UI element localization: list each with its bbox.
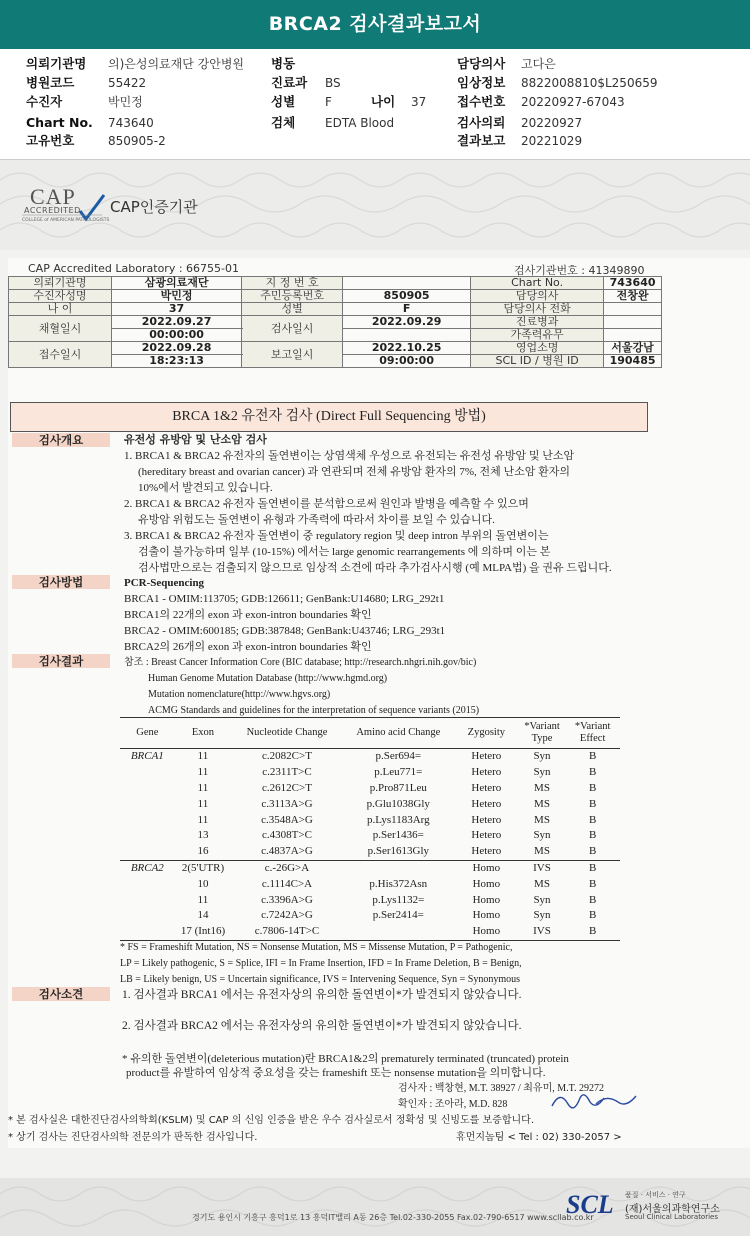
cell: c.2612C>T — [262, 781, 312, 794]
overview-heading: 유전성 유방암 및 난소암 검사 — [124, 433, 267, 446]
value-request-date: 20220927 — [521, 116, 583, 130]
cap-accredited: ACCREDITED — [24, 206, 81, 215]
label-receipt-no: 접수번호 — [457, 94, 506, 109]
label-ward: 병동 — [271, 56, 296, 71]
meta-value: 18:23:13 — [112, 355, 242, 368]
value-patient: 박민정 — [108, 95, 143, 109]
value-report-date: 20221029 — [521, 134, 583, 148]
cell: Homo — [472, 877, 501, 890]
scl-name-english: Seoul Clinical Laboratories — [625, 1213, 718, 1221]
col-exon: Exon — [175, 718, 232, 749]
meta-value: 09:00:00 — [343, 355, 471, 368]
value-age: 37 — [411, 95, 427, 109]
cell: Homo — [454, 924, 519, 940]
cell: B — [588, 766, 597, 779]
cap-logo: CAP — [30, 184, 76, 209]
section-opinion: 검사소견 — [12, 987, 110, 1001]
col-gene: Gene — [120, 718, 175, 749]
meta-value: 190485 — [604, 355, 662, 368]
label-hospital-code: 병원코드 — [26, 75, 75, 90]
label-department: 진료과 — [271, 75, 308, 90]
cell: 16 — [197, 845, 209, 858]
overview-line: 검출이 불가능하며 일부 (10-15%) 에서는 large genomic rearrangements 에 의하며 이는 본 — [138, 546, 551, 558]
meta-key: 지 정 번 호 — [242, 277, 343, 290]
meta-value: F — [343, 303, 471, 316]
cell — [120, 781, 175, 797]
meta-key: 가족력유무 — [471, 329, 604, 342]
variant-row — [120, 781, 620, 797]
col-variant-type: *Variant Type — [519, 718, 566, 749]
cell: 13 — [197, 829, 209, 842]
method-line: BRCA1 - OMIM:113705; GDB:126611; GenBank:U14680; LRG_292t1 — [124, 593, 445, 605]
cell: MS — [534, 797, 550, 810]
value-physician: 고다은 — [521, 57, 556, 71]
meta-row — [9, 342, 662, 355]
meta-row — [9, 290, 662, 303]
cap-college: COLLEGE of AMERICAN PATHOLOGISTS — [22, 218, 110, 223]
cell — [343, 860, 454, 876]
value-unique-no: 850905-2 — [108, 134, 166, 148]
meta-value — [604, 303, 662, 316]
meta-value: 37 — [112, 303, 242, 316]
method-heading: PCR-Sequencing — [124, 577, 205, 589]
meta-key: 채혈일시 — [9, 316, 112, 342]
reference-line: ACMG Standards and guidelines for the interpretation of sequence variants (2015) — [148, 705, 480, 716]
cell: BRCA1 — [130, 750, 164, 763]
meta-value — [604, 329, 662, 342]
variant-row — [120, 860, 620, 876]
cell: Hetero — [471, 766, 502, 779]
patient-meta-table — [8, 276, 662, 368]
cell: c.2082C>T — [262, 750, 312, 763]
cell: Hetero — [471, 845, 502, 858]
cell: p.Pro871Leu — [369, 781, 427, 794]
value-hospital-code: 55422 — [108, 76, 147, 90]
cell: B — [588, 781, 597, 794]
cell: B — [588, 829, 597, 842]
cell: B — [588, 909, 597, 922]
cell: B — [588, 797, 597, 810]
cell: MS — [534, 781, 550, 794]
cell: p.Lys1132= — [372, 893, 425, 906]
cell: Homo — [472, 909, 501, 922]
reference-line: Human Genome Mutation Database (http://www.hgmd.org) — [148, 673, 388, 684]
legend-line: LP = Likely pathogenic, S = Splice, IFI = In Frame Insertion, IFD = In Frame Deletion, B = Benign, — [120, 958, 522, 969]
cell: c.2311T>C — [262, 766, 312, 779]
value-sex: F — [325, 95, 332, 109]
meta-row — [9, 303, 662, 316]
value-requesting-institution: 의)은성의료재단 강안병원 — [108, 57, 245, 71]
cell: c.1114C>A — [261, 877, 313, 890]
meta-key: 주민등록번호 — [242, 290, 343, 303]
variant-row — [120, 876, 620, 892]
meta-value: 2022.09.29 — [343, 316, 471, 329]
cell — [120, 908, 175, 924]
cap-lab-no: CAP Accredited Laboratory : 66755-01 — [28, 262, 239, 275]
variant-row — [120, 828, 620, 844]
cell: 17 (Int16) — [175, 924, 232, 940]
cell: 11 — [197, 893, 209, 906]
value-receipt-no: 20220927-67043 — [521, 95, 625, 109]
variant-row — [120, 892, 620, 908]
cell: B — [588, 845, 597, 858]
label-specimen: 검체 — [271, 115, 296, 130]
cell: Syn — [533, 909, 551, 922]
meta-row — [9, 277, 662, 290]
meta-key: 담당의사 — [471, 290, 604, 303]
cell — [120, 765, 175, 781]
label-physician: 담당의사 — [457, 56, 506, 71]
opinion-line: 1. 검사결과 BRCA1 에서는 유전자상의 유의한 돌연변이*가 발견되지 않았습니다. — [122, 989, 522, 1001]
variant-table — [120, 717, 620, 941]
cell: c.3113A>G — [261, 797, 313, 810]
meta-key: 진료병과 — [471, 316, 604, 329]
overview-line: 1. BRCA1 & BRCA2 유전자의 돌연변이는 상염색체 우성으로 유전되는 유전성 유방암 및 난소암 — [124, 450, 575, 462]
cell: c.4837A>G — [261, 845, 313, 858]
accreditation-note: * 본 검사실은 대한진단검사의학회(KSLM) 및 CAP 의 신임 인증을 받은 우수 검사실로서 정확성 및 신빙도를 보증합니다. — [8, 1115, 534, 1126]
meta-key: 영업소명 — [471, 342, 604, 355]
cell — [120, 828, 175, 844]
variant-row — [120, 765, 620, 781]
variant-row — [120, 924, 620, 940]
cell: p.Leu771= — [374, 766, 423, 779]
label-requesting-institution: 의뢰기관명 — [26, 56, 87, 71]
reading-note: * 상기 검사는 진단검사의학 전문의가 판독한 검사입니다. — [8, 1132, 258, 1143]
opinion-note: product를 유발하여 임상적 중요성을 갖는 frameshift 또는 nonsense mutation을 의미합니다. — [126, 1067, 546, 1079]
cell: BRCA2 — [120, 860, 175, 876]
cell: Syn — [533, 893, 551, 906]
opinion-note: * 유의한 돌연변이(deleterious mutation)란 BRCA1&2의 prematurely terminated (truncated) protein — [122, 1053, 569, 1065]
cell: Syn — [533, 750, 551, 763]
cell: p.Ser694= — [375, 750, 422, 763]
label-unique-no: 고유번호 — [26, 133, 75, 148]
cell — [120, 924, 175, 940]
variant-row — [120, 908, 620, 924]
label-age: 나이 — [371, 94, 396, 109]
cell: Syn — [533, 766, 551, 779]
label-patient: 수진자 — [26, 94, 63, 109]
section-overview: 검사개요 — [12, 433, 110, 447]
cell: c.-26G>A — [231, 860, 342, 876]
cell: 11 — [197, 797, 209, 810]
cell: B — [588, 750, 597, 763]
cell: Homo — [472, 893, 501, 906]
variant-row — [120, 749, 620, 765]
cap-certified-label: CAP인증기관 — [110, 198, 198, 216]
meta-row — [9, 316, 662, 329]
meta-value: 박민정 — [112, 290, 242, 303]
meta-key: 의뢰기관명 — [9, 277, 112, 290]
cell: MS — [534, 877, 550, 890]
value-department: BS — [325, 76, 341, 90]
meta-value: 2022.10.25 — [343, 342, 471, 355]
variant-row — [120, 844, 620, 860]
meta-value — [604, 316, 662, 329]
section-method: 검사방법 — [12, 575, 110, 589]
cell: 11 — [197, 813, 209, 826]
overview-line: 유방암 위험도는 돌연변이 유형과 가족력에 따라서 차이를 보일 수 있습니다. — [138, 514, 495, 526]
meta-key: 담당의사 전화 — [471, 303, 604, 316]
cell: Hetero — [471, 829, 502, 842]
meta-key: 수진자성명 — [9, 290, 112, 303]
cell: c.3548A>G — [261, 813, 313, 826]
cell: IVS — [519, 860, 566, 876]
team-contact: 휴먼지놈팀 < Tel : 02) 330-2057 > — [456, 1132, 622, 1143]
scl-logo: SCL — [566, 1190, 614, 1219]
cell: p.Ser2414= — [372, 909, 424, 922]
cell: p.Ser1436= — [372, 829, 424, 842]
cell: c.7806-14T>C — [231, 924, 342, 940]
reference-line: 참조 : Breast Cancer Information Core (BIC database; http://research.nhgri.nih.gov/bic) — [124, 657, 477, 668]
meta-value: 2022.09.28 — [112, 342, 242, 355]
cell: 2(5'UTR) — [175, 860, 232, 876]
variant-row — [120, 812, 620, 828]
overview-line: (hereditary breast and ovarian cancer) 과 연관되며 전체 유방암 환자의 7%, 전체 난소암 환자의 — [138, 466, 571, 478]
meta-value: 00:00:00 — [112, 329, 242, 342]
section-result: 검사결과 — [12, 654, 110, 668]
meta-key: SCL ID / 병원 ID — [471, 355, 604, 368]
cell: MS — [534, 845, 550, 858]
col-amino-acid: Amino acid Change — [343, 718, 454, 749]
cell: MS — [534, 813, 550, 826]
cell: p.Glu1038Gly — [366, 797, 430, 810]
cell: Hetero — [471, 750, 502, 763]
cell: Hetero — [471, 813, 502, 826]
scl-tagline: 품질 · 서비스 · 연구 — [625, 1191, 686, 1199]
meta-key: Chart No. — [471, 277, 604, 290]
cell: 11 — [197, 750, 209, 763]
meta-key: 접수일시 — [9, 342, 112, 368]
legend-line: LB = Likely benign, US = Uncertain significance, IVS = Intervening Sequence, Syn = Synonymous — [120, 974, 520, 985]
meta-value: 2022.09.27 — [112, 316, 242, 329]
overview-line: 3. BRCA1 & BRCA2 유전자 돌연변이 중 regulatory region 및 deep intron 부위의 돌연변이는 — [124, 530, 549, 542]
value-specimen: EDTA Blood — [325, 116, 395, 130]
cell: 14 — [197, 909, 209, 922]
scl-name-korean: (재)서울의과학연구소 — [625, 1204, 720, 1215]
cell: B — [588, 877, 597, 890]
meta-key: 검사일시 — [242, 316, 343, 342]
cell: B — [588, 813, 597, 826]
cell — [343, 924, 454, 940]
reference-line: Mutation nomenclature(http://www.hgvs.org) — [148, 689, 331, 700]
value-chart-no: 743640 — [108, 116, 154, 130]
overview-line: 10%에서 발견되고 있습니다. — [138, 482, 273, 494]
variant-header-row — [120, 718, 620, 749]
meta-value: 전창완 — [604, 290, 662, 303]
value-clinical-info: 8822008810$L250659 — [521, 76, 658, 90]
meta-value — [343, 329, 471, 342]
meta-value: 삼광의료재단 — [112, 277, 242, 290]
cell: Syn — [533, 829, 551, 842]
institution-no: 검사기관번호 : 41349890 — [514, 264, 645, 277]
label-chart-no: Chart No. — [26, 115, 93, 130]
label-sex: 성별 — [271, 94, 296, 109]
report-paper — [8, 258, 750, 1148]
cell — [120, 796, 175, 812]
meta-key: 성별 — [242, 303, 343, 316]
cell — [120, 812, 175, 828]
cell: Hetero — [471, 797, 502, 810]
col-zygosity: Zygosity — [454, 718, 519, 749]
label-request-date: 검사의뢰 — [457, 115, 506, 130]
cell — [120, 876, 175, 892]
cell: 10 — [197, 877, 209, 890]
footer-address: 경기도 용인시 기흥구 흥덕1로 13 흥덕IT밸리 A동 26층 Tel.02-330-2055 Fax.02-790-6517 www.scllab.co.kr — [192, 1213, 594, 1222]
examiner: 검사자 : 백창현, M.T. 38927 / 최유미, M.T. 29272 — [398, 1083, 605, 1094]
col-variant-effect: *Variant Effect — [565, 718, 620, 749]
meta-value: 743640 — [604, 277, 662, 290]
cell: c.3396A>G — [261, 893, 313, 906]
meta-value — [343, 277, 471, 290]
report-title: BRCA2 검사결과보고서 — [0, 0, 750, 49]
cell: p.Lys1183Arg — [366, 813, 430, 826]
cell: B — [565, 924, 620, 940]
cell: 11 — [197, 781, 209, 794]
meta-key: 나 이 — [9, 303, 112, 316]
meta-value: 서울강남 — [604, 342, 662, 355]
method-line: BRCA2의 26개의 exon 과 exon-intron boundaries 확인 — [124, 641, 372, 653]
cell: c.7242A>G — [261, 909, 313, 922]
meta-key: 보고일시 — [242, 342, 343, 368]
cell: IVS — [519, 924, 566, 940]
cell: 11 — [197, 766, 209, 779]
test-title: BRCA 1&2 유전자 검사 (Direct Full Sequencing 방법) — [10, 402, 648, 432]
meta-value: 850905 — [343, 290, 471, 303]
variant-row — [120, 796, 620, 812]
cell: p.Ser1613Gly — [367, 845, 430, 858]
cell — [120, 892, 175, 908]
overview-line: 검사법만으로는 검출되지 않으므로 임상적 소견에 따라 추가검사시행 (예 MLPA법) 을 권유 드립니다. — [138, 562, 612, 574]
signature-icon — [548, 1086, 648, 1114]
opinion-line: 2. 검사결과 BRCA2 에서는 유전자상의 유의한 돌연변이*가 발견되지 않았습니다. — [122, 1020, 522, 1032]
legend-line: * FS = Frameshift Mutation, NS = Nonsense Mutation, MS = Missense Mutation, P = Pathogenic, — [120, 942, 513, 953]
cell: c.4308T>C — [262, 829, 312, 842]
method-line: BRCA1의 22개의 exon 과 exon-intron boundaries 확인 — [124, 609, 372, 621]
cell: B — [565, 860, 620, 876]
cell: Hetero — [471, 781, 502, 794]
cell: p.His372Asn — [369, 877, 428, 890]
cell: B — [588, 893, 597, 906]
method-line: BRCA2 - OMIM:600185; GDB:387848; GenBank:U43746; LRG_293t1 — [124, 625, 446, 637]
cell: Homo — [454, 860, 519, 876]
cell — [120, 844, 175, 860]
col-nucleotide: Nucleotide Change — [231, 718, 342, 749]
confirmer: 확인자 : 조아라, M.D. 828 — [398, 1099, 508, 1110]
label-report-date: 결과보고 — [457, 133, 506, 148]
label-clinical-info: 임상정보 — [457, 75, 506, 90]
overview-line: 2. BRCA1 & BRCA2 유전자 돌연변이를 분석함으로써 원인과 발병을 예측할 수 있으며 — [124, 498, 529, 510]
